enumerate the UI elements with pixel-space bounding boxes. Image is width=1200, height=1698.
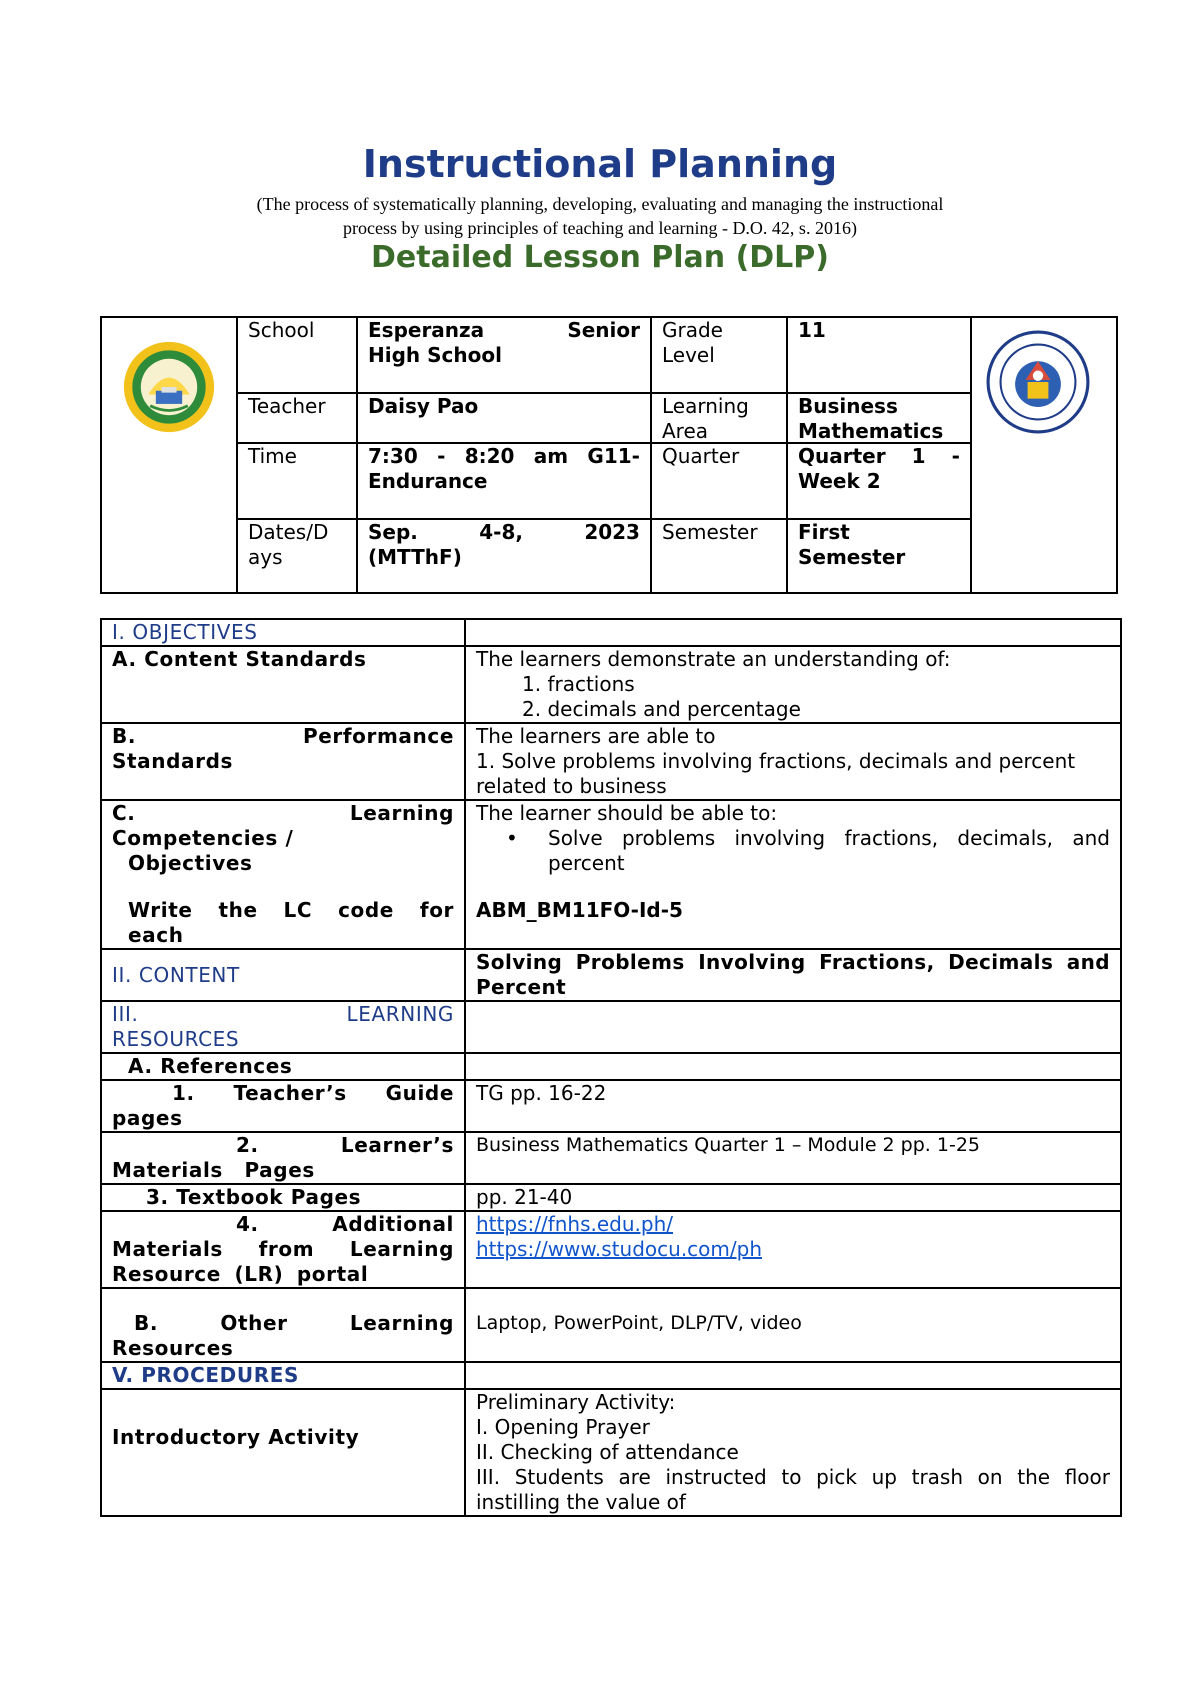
school-value-word: Senior <box>567 318 640 342</box>
page-title: Instructional Planning <box>362 142 838 186</box>
content-heading: II. CONTENT <box>101 949 465 1001</box>
activity-line: Preliminary Activity: <box>476 1390 676 1414</box>
teachers-guide-value: TG pp. 16-22 <box>465 1080 1121 1132</box>
semester-label: Semester <box>662 520 758 544</box>
bullet-icon: • <box>506 826 518 850</box>
dates-label <box>238 520 356 570</box>
learning-area-label-line: Area <box>662 419 709 443</box>
school-value <box>358 318 650 368</box>
grade-label <box>652 318 786 368</box>
semester-value <box>788 520 970 570</box>
dates-label-line: Dates/D <box>248 520 329 544</box>
dlp-title: Detailed Lesson Plan (DLP) <box>371 240 829 275</box>
label-word: Learning <box>349 801 454 825</box>
content-standards-intro: The learners demonstrate an understanding of: <box>476 647 951 671</box>
time-value-word: G11- <box>587 444 640 468</box>
label-word: Performance <box>303 724 454 748</box>
table-row <box>101 1132 1121 1184</box>
content-standards-value <box>465 646 1121 723</box>
subtitle-line-1: (The process of systematically planning, developing, evaluating and managing the instructional <box>256 194 944 214</box>
textbook-pages-value: pp. 21-40 <box>465 1184 1121 1211</box>
activity-line: II. Checking of attendance <box>476 1440 739 1464</box>
time-label: Time <box>248 444 297 468</box>
grade-value: 11 <box>798 318 826 342</box>
activity-line: I. Opening Prayer <box>476 1415 650 1439</box>
table-row <box>101 1288 1121 1362</box>
label-word: B. <box>134 1311 159 1335</box>
semester-value-line: First <box>798 520 850 544</box>
performance-standards-value <box>465 723 1121 800</box>
table-row <box>101 1053 1121 1080</box>
learning-area-value <box>788 394 970 444</box>
label-word: LEARNING <box>346 1002 454 1026</box>
other-resources-label <box>101 1288 465 1362</box>
time-value-line: Endurance <box>368 469 488 493</box>
table-row <box>101 1362 1121 1389</box>
time-value-word: - <box>437 444 446 468</box>
dates-label-line: ays <box>248 545 283 569</box>
label-word: Other <box>220 1311 288 1335</box>
learning-area-value-line: Mathematics <box>798 419 944 443</box>
teacher-label: Teacher <box>248 394 326 418</box>
quarter-value <box>788 444 970 494</box>
activity-line: III. Students are instructed to pick up trash on the floor instilling the value of <box>476 1465 1110 1514</box>
label-word: C. <box>112 801 136 825</box>
table-row <box>101 1389 1121 1516</box>
objectives-heading: I. OBJECTIVES <box>101 619 465 646</box>
empty-cell <box>465 1053 1121 1080</box>
list-item: 1. Solve problems involving fractions, decimals and percent related to business <box>476 749 1076 798</box>
table-row <box>101 1001 1121 1053</box>
dates-value-word: 2023 <box>584 520 640 544</box>
school-value-word: Esperanza <box>368 318 485 342</box>
divider <box>970 318 972 592</box>
table-row <box>101 646 1121 723</box>
lesson-plan-table <box>100 618 1122 1517</box>
time-value-word: 8:20 <box>464 444 515 468</box>
competencies-value <box>465 800 1121 949</box>
time-value-word: am <box>533 444 569 468</box>
school-value-line: High School <box>368 343 502 367</box>
table-row <box>101 1211 1121 1288</box>
list-item: 1. fractions <box>522 672 635 696</box>
quarter-value-line: Week 2 <box>798 469 881 493</box>
dates-value-word: 4-8, <box>479 520 523 544</box>
empty-cell <box>465 619 1121 646</box>
grade-label-line: Grade <box>662 318 723 342</box>
subtitle-line-2: process by using principles of teaching and learning - D.O. 42, s. 2016) <box>343 218 857 238</box>
grade-label-line: Level <box>662 343 715 367</box>
label-line: Objectives <box>128 851 253 875</box>
dates-value-word: Sep. <box>368 520 418 544</box>
studocu-link[interactable]: https://www.studocu.com/ph <box>476 1237 763 1261</box>
table-row <box>101 723 1121 800</box>
table-row <box>101 619 1121 646</box>
teachers-guide-label: 1. Teacher’s Guide pages <box>101 1080 465 1132</box>
introductory-activity-value <box>465 1389 1121 1516</box>
additional-materials-value <box>465 1211 1121 1288</box>
dates-value-line: (MTThF) <box>368 545 462 569</box>
performance-standards-label <box>101 723 465 800</box>
empty-cell <box>465 1362 1121 1389</box>
performance-intro: The learners are able to <box>476 724 716 748</box>
competencies-intro: The learner should be able to: <box>476 801 778 825</box>
deped-seal-logo <box>986 330 1090 434</box>
content-value: Solving Problems Involving Fractions, Decimals and Percent <box>465 949 1121 1001</box>
learners-materials-label: 2. Learner’s Materials Pages <box>101 1132 465 1184</box>
label-line: Standards <box>112 749 233 773</box>
table-row <box>101 949 1121 1001</box>
procedures-heading: V. PROCEDURES <box>101 1362 465 1389</box>
other-resources-value: Laptop, PowerPoint, DLP/TV, video <box>465 1288 1121 1362</box>
competencies-label <box>101 800 465 949</box>
label-line: Resources <box>112 1336 234 1360</box>
table-row <box>101 800 1121 949</box>
list-item: 2. decimals and percentage <box>522 697 801 721</box>
teacher-value: Daisy Pao <box>368 394 479 418</box>
list-item <box>476 826 1110 876</box>
lesson-info-table <box>100 316 1118 594</box>
introductory-activity-label: Introductory Activity <box>101 1389 465 1516</box>
time-value <box>358 444 650 494</box>
label-word: Learning <box>349 1311 454 1335</box>
label-word: III. <box>112 1002 139 1026</box>
dates-value <box>358 520 650 570</box>
textbook-pages-label: 3. Textbook Pages <box>101 1184 465 1211</box>
additional-materials-label: 4. Additional Materials from Learning Resource (LR) portal <box>101 1211 465 1288</box>
label-line: RESOURCES <box>112 1027 240 1051</box>
school-label: School <box>248 318 315 342</box>
label-line: Competencies / <box>112 826 294 850</box>
learning-area-value-line: Business <box>798 394 898 418</box>
lc-code: ABM_BM11FO-Id-5 <box>476 898 683 922</box>
table-row <box>101 1080 1121 1132</box>
fnhs-link[interactable]: https://fnhs.edu.ph/ <box>476 1212 674 1236</box>
learners-materials-value: Business Mathematics Quarter 1 – Module 2 pp. 1-25 <box>465 1132 1121 1184</box>
bullet-text: Solve problems involving fractions, decimals, and percent <box>548 826 1110 875</box>
learning-resources-heading <box>101 1001 465 1053</box>
empty-cell <box>465 1001 1121 1053</box>
quarter-value-word: Quarter <box>798 444 886 468</box>
table-row <box>101 1184 1121 1211</box>
learning-area-label <box>652 394 786 444</box>
references-label: A. References <box>101 1053 465 1080</box>
label-word: B. <box>112 724 137 748</box>
lc-code-instruction: Write the LC code for each <box>128 898 454 947</box>
content-standards-label: A. Content Standards <box>101 646 465 723</box>
quarter-value-word: - <box>951 444 960 468</box>
quarter-value-word: 1 <box>911 444 926 468</box>
semester-value-line: Semester <box>798 545 906 569</box>
page-subtitle <box>0 192 1200 240</box>
learning-area-label-line: Learning <box>662 394 749 418</box>
time-value-word: 7:30 <box>368 444 418 468</box>
school-seal-logo <box>122 340 216 434</box>
quarter-label: Quarter <box>662 444 740 468</box>
